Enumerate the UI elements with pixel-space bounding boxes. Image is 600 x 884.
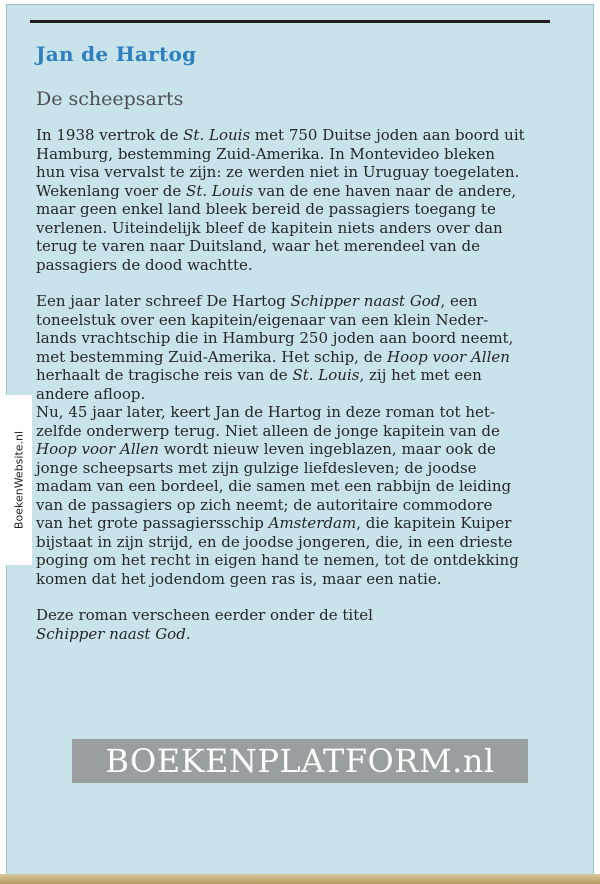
text-line: Nu, 45 jaar later, keert Jan de Hartog in deze roman tot het- (36, 403, 495, 421)
text-line: van het grote passagiersschip Amsterdam, die kapitein Kuiper (36, 514, 512, 532)
text-line: In 1938 vertrok de St. Louis met 750 Duitse joden aan boord uit (36, 126, 525, 144)
text-line: toneelstuk over een kapitein/eigenaar van een klein Neder- (36, 310, 489, 329)
book-title: De scheepsarts (36, 88, 184, 110)
blurb-paragraph-3 (36, 606, 560, 643)
author-name: Jan de Hartog (36, 42, 197, 66)
seller-side-label-text: BoekenWebsite.nl (12, 430, 26, 530)
top-rule (30, 20, 550, 23)
text-line: Wekenlang voer de St. Louis van de ene haven naar de andere, (36, 181, 517, 200)
text-line: verlenen. Uiteindelijk bleef de kapitein niets anders over dan (36, 218, 503, 237)
text-line: madam van een bordeel, die samen met een rabbijn de leiding (36, 477, 512, 495)
shelf-edge (0, 874, 600, 884)
text-line: Een jaar later schreef De Hartog Schipper naast God, een (36, 292, 478, 310)
text-line: lands vrachtschip die in Hamburg 250 joden aan boord neemt, (36, 329, 514, 347)
text-line: Schipper naast God. (36, 624, 191, 643)
text-line: hun visa vervalst te zijn: ze werden niet in Uruguay toegelaten. (36, 163, 520, 181)
text-line: bijstaat in zijn strijd, en de joodse jongeren, die, in een drieste (36, 532, 513, 551)
text-line: maar geen enkel land bleek bereid de passagiers toegang te (36, 200, 496, 218)
text-line: Hamburg, bestemming Zuid-Amerika. In Montevideo bleken (36, 144, 495, 163)
text-line: Deze roman verscheen eerder onder de titel (36, 606, 373, 624)
text-line: komen dat het jodendom geen ras is, maar een natie. (36, 569, 442, 588)
text-line: met bestemming Zuid-Amerika. Het schip, de Hoop voor Allen (36, 347, 510, 366)
text-line: Hoop voor Allen wordt nieuw leven ingeblazen, maar ook de (36, 440, 496, 458)
text-line: terug te varen naar Duitsland, waar het merendeel van de (36, 237, 480, 255)
text-line: passagiers de dood wachtte. (36, 255, 253, 274)
text-line: andere afloop. (36, 384, 146, 403)
text-line: zelfde onderwerp terug. Niet alleen de jonge kapitein van de (36, 421, 500, 440)
text-line: herhaalt de tragische reis van de St. Louis, zij het met een (36, 366, 482, 384)
text-line: poging om het recht in eigen hand te nemen, tot de ontdekking (36, 551, 519, 569)
blurb-paragraph-2 (36, 292, 560, 588)
blurb-paragraph-1 (36, 126, 560, 274)
text-line: jonge scheepsarts met zijn gulzige liefdesleven; de joodse (36, 458, 477, 477)
text-line: van de passagiers op zich neemt; de autoritaire commodore (36, 495, 493, 514)
blurb-text (36, 126, 560, 643)
watermark: BOEKENPLATFORM.nl (72, 739, 528, 783)
